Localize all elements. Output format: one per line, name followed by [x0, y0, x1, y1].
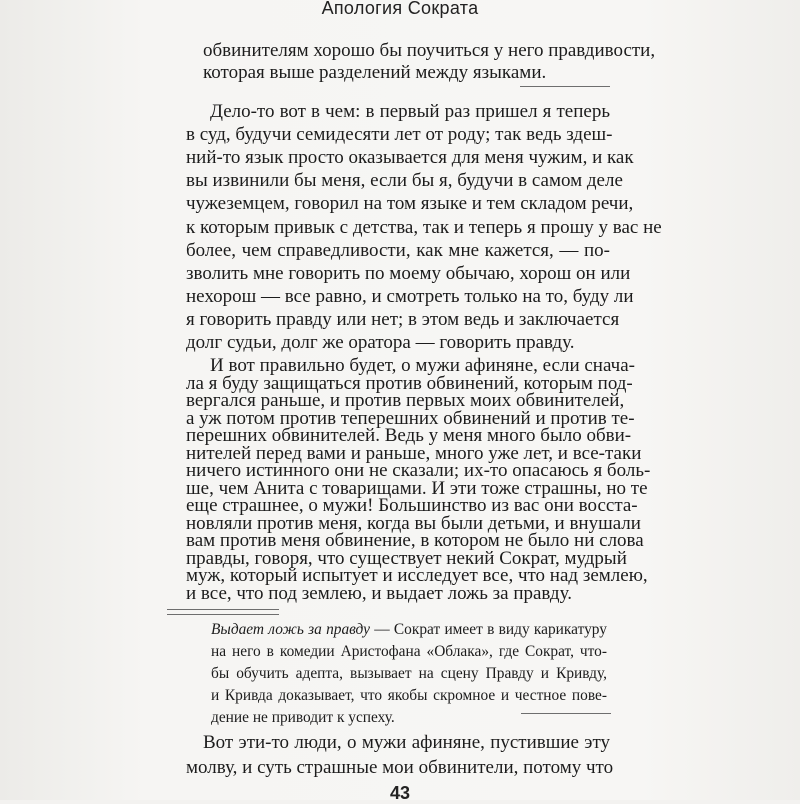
note-rule-bottom: [521, 713, 611, 714]
text-line: я говорить правду или нет; в этом ведь и заключается: [186, 308, 620, 330]
text-line: новляли против меня, когда вы были детьми, и внушали: [186, 512, 641, 534]
note-rule-top-2: [167, 614, 279, 615]
text-line: нителей перед вами и раньше, много уже лет, и все-таки: [186, 442, 642, 464]
text-line: к которым привык с детства, так и теперь я прошу у вас не: [186, 216, 662, 238]
footnote-term: Выдает ложь за правду: [211, 621, 370, 638]
text-line: которая выше разделений между языками.: [203, 62, 547, 83]
text-line: ла я буду защищаться против обвинений, которым под-: [186, 372, 633, 394]
footnote-line: бы обучить адепта, вызывает на сцену Правду и Кривду,: [211, 665, 607, 682]
footnote-line: на него в комедии Аристофана «Облака», где Сократ, что-: [211, 643, 607, 660]
text-line: зволить мне говорить по моему обычаю, хорош он или: [186, 262, 631, 284]
text-line: еще страшнее, о мужи! Большинство из вас они восста-: [186, 495, 638, 517]
text-line: а уж потом против теперешних обвинений и против те-: [186, 407, 635, 429]
text-line: вергался раньше, и против первых моих обвинителей,: [186, 390, 625, 412]
text-line: перешних обвинителей. Ведь у меня много было обви-: [186, 425, 632, 447]
footnote-line: [211, 620, 607, 640]
footnote-line: дение не приводит к успеху.: [211, 709, 395, 726]
text-line: нехорош — все равно, и смотреть только на то, буду ли: [186, 285, 634, 307]
text-line: ний-то язык просто оказывается для меня чужим, и как: [186, 147, 634, 169]
text-line: Дело-то вот в чем: в первый раз пришел я теперь: [210, 101, 610, 122]
text-line: вы извинили бы меня, если бы я, будучи в самом деле: [186, 170, 623, 192]
text-line: обвинителям хорошо бы поучиться у него правдивости,: [203, 40, 656, 61]
text-line: чужеземцем, говорил на том языке и тем складом речи,: [186, 193, 634, 215]
text-line: вам против меня обвинение, в котором не было ни слова: [186, 530, 644, 552]
page-number: 43: [389, 783, 411, 803]
text-line: молву, и суть страшные мои обвинители, потому что: [186, 757, 614, 778]
footnote-text: — Сократ имеет в виду карикатуру: [369, 621, 607, 638]
text-line: Вот эти-то люди, о мужи афиняне, пустившие эту: [203, 732, 610, 753]
text-line: в суд, будучи семидесяти лет от роду; так ведь здеш-: [186, 124, 613, 146]
text-line: ничего истинного они не сказали; их-то опасаюсь я боль-: [186, 460, 651, 482]
text-line: правды, говоря, что существует некий Сократ, мудрый: [186, 547, 627, 569]
text-line: более, чем справедливости, как мне кажется, — по-: [186, 239, 610, 261]
text-line: ше, чем Анита с товарищами. И эти тоже страшны, но те: [186, 477, 648, 499]
note-rule-top: [167, 609, 279, 610]
text-line: долг судьи, долг же оратора — говорить правду.: [186, 332, 575, 353]
text-line: И вот правильно будет, о мужи афиняне, если снача-: [210, 355, 635, 377]
decorative-rule: [520, 86, 610, 87]
text-line: муж, который испытует и исследует все, что над землею,: [186, 565, 648, 587]
running-head: Апология Сократа: [321, 0, 479, 18]
footnote-line: и Кривда доказывает, что якобы скромное и честное пове-: [211, 687, 607, 704]
text-line: и все, что под землею, и выдает ложь за правду.: [186, 583, 572, 604]
